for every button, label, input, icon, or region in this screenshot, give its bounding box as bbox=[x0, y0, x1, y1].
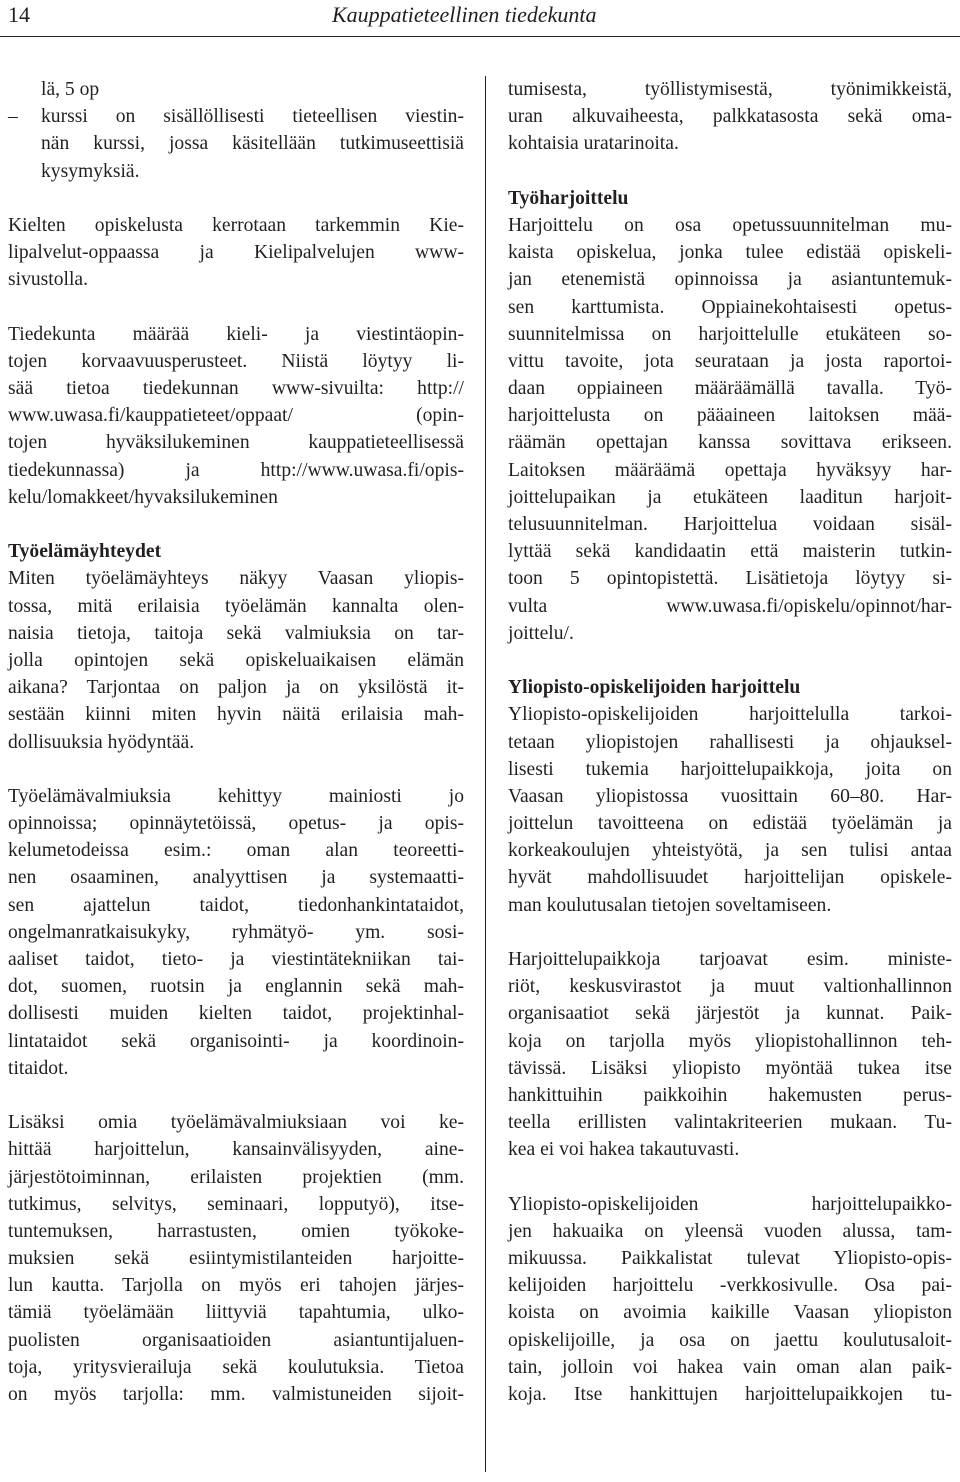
text-line: jen hakuaika on yleensä vuoden alussa, tam- bbox=[508, 1220, 952, 1242]
text-line: vulta www.uwasa.fi/opiskelu/opinnot/har- bbox=[508, 595, 952, 617]
page-header bbox=[0, 0, 960, 34]
text-line: hankittuihin paikkoihin hakemusten perus- bbox=[508, 1084, 952, 1106]
text-line: joittelu/. bbox=[508, 622, 574, 644]
text-line: hittää harjoittelun, kansainvälisyyden, aine- bbox=[8, 1139, 464, 1161]
dash-bullet: – bbox=[8, 106, 18, 128]
text-line: koja. Itse hankittujen harjoittelupaikkojen tu- bbox=[508, 1384, 952, 1405]
text-line: titaidot. bbox=[8, 1057, 69, 1079]
text-line: lä, 5 op bbox=[41, 79, 100, 100]
text-line: jan etenemistä opinnoissa ja asiantuntemuk- bbox=[508, 269, 952, 291]
text-line: toja, yritysvierailuja sekä koulutuksia. Tietoa bbox=[8, 1356, 464, 1378]
text-line: korkeakoulujen yhteistyötä, ja sen tulisi antaa bbox=[508, 840, 952, 862]
text-line: kaista opiskelua, jonka tulee edistää opiskeli- bbox=[508, 242, 952, 264]
paragraph-harjoittelupaikat bbox=[508, 946, 952, 1164]
text-line: suunnitelmissa on harjoittelulle etukäteen so- bbox=[508, 323, 952, 345]
text-line: nen osaaminen, analyyttisen ja systemaatti- bbox=[8, 867, 464, 889]
text-line: räämän opettajan kanssa sovittava erikseen. bbox=[508, 432, 952, 454]
text-line: opinnoissa; opinnäytetöissä, opetus- ja opis- bbox=[8, 813, 464, 835]
left-column bbox=[8, 76, 464, 1408]
text-line: lisesti tukemia harjoittelupaikkoja, joita on bbox=[508, 758, 952, 780]
text-line: teella erillisten valintakriteerien mukaan. Tu- bbox=[508, 1112, 952, 1134]
text-line: Miten työelämäyhteys näkyy Vaasan yliopis- bbox=[8, 568, 464, 590]
text-line: järjestötoiminnan, erilaisten projektien (mm. bbox=[8, 1166, 464, 1188]
text-line: ongelmanratkaisukyky, ryhmätyö- ym. sosi- bbox=[8, 921, 464, 943]
text-line: sen ajattelun taidot, tiedonhankintataidot, bbox=[8, 894, 464, 916]
text-line: aikana? Tarjontaa on paljon ja on yksilöstä it- bbox=[8, 677, 464, 699]
text-line: kelijoiden harjoittelu -verkkosivulle. Osa pai- bbox=[508, 1275, 952, 1297]
text-line: koja on tarjolla myös yliopistohallinnon teh- bbox=[508, 1030, 952, 1052]
text-line: dot, suomen, ruotsin ja englannin sekä mah- bbox=[8, 976, 464, 998]
text-line: jolla opintojen sekä opiskeluaikaisen elämän bbox=[8, 649, 464, 671]
text-line: tetaan yliopistojen rahallisesti ja ohjauksel- bbox=[508, 731, 952, 753]
text-line: tuntemuksen, harrastusten, omien työkoke- bbox=[8, 1220, 464, 1242]
column-divider bbox=[485, 76, 486, 1472]
text-line: kohtaisia uratarinoita. bbox=[508, 133, 679, 155]
intro-list-fragment bbox=[8, 76, 464, 185]
text-line: organisaatiot sekä järjestöt ja kunnat. Paik- bbox=[508, 1003, 952, 1025]
text-line: koista on avoimia kaikille Vaasan yliopiston bbox=[508, 1302, 952, 1324]
paragraph-hakuaika bbox=[508, 1191, 952, 1409]
text-line: harjoittelusta on pääaineen laitoksen mää- bbox=[508, 405, 952, 427]
paragraph-valmiudet bbox=[8, 783, 464, 1082]
text-line: kea ei voi hakea takautuvasti. bbox=[508, 1139, 740, 1161]
text-line: on myös tarjolla: mm. valmistuneiden sijoit- bbox=[8, 1384, 464, 1405]
text-line: kelumetodeissa esim.: oman alan teoreetti- bbox=[8, 840, 464, 862]
text-line: dollisuuksia hyödyntää. bbox=[8, 731, 195, 753]
text-line: kelu/lomakkeet/hyvaksilukeminen bbox=[8, 486, 278, 508]
running-title: Kauppatieteellinen tiedekunta bbox=[332, 2, 597, 27]
paragraph-yliopisto bbox=[508, 701, 952, 919]
text-line: Tiedekunta määrää kieli- ja viestintäopin- bbox=[8, 323, 464, 345]
text-line: sää tietoa tiedekunnan www-sivuilta: http:// bbox=[8, 378, 464, 400]
right-column bbox=[508, 76, 952, 1408]
text-line: puolisten organisaatioiden asiantuntijaluen- bbox=[8, 1329, 464, 1351]
text-line: uran alkuvaiheesta, palkkatasosta sekä oma- bbox=[508, 106, 952, 128]
text-line: Yliopisto-opiskelijoiden harjoittelulla tarkoi- bbox=[508, 704, 952, 726]
text-line: www.uwasa.fi/kauppatieteet/oppaat/ (opin- bbox=[8, 405, 464, 427]
text-line: sen karttumista. Oppiainekohtaisesti opetus- bbox=[508, 296, 952, 318]
text-line: mikuussa. Paikkalistat tulevat Yliopisto-opis- bbox=[508, 1248, 952, 1270]
text-line: aaliset taidot, tieto- ja viestintätekniikan tai- bbox=[8, 949, 464, 970]
text-line: Lisäksi omia työelämävalmiuksiaan voi ke- bbox=[8, 1112, 464, 1134]
text-line: lun kautta. Tarjolla on myös eri tahojen järjes- bbox=[8, 1275, 464, 1297]
text-line: joittelupaikan ja etukäteen laaditun harjoit- bbox=[508, 486, 952, 508]
text-line: tumisesta, työllistymisestä, työnimikkeistä, bbox=[508, 79, 952, 100]
text-line: Kielten opiskelusta kerrotaan tarkemmin Kie- bbox=[8, 214, 464, 236]
text-line: telusuunnitelman. Harjoittelua voidaan sisäl- bbox=[508, 514, 952, 535]
text-line: muksien sekä esiintymistilanteiden harjoitte- bbox=[8, 1248, 464, 1270]
text-line: Laitoksen määräämä opettaja hyväksyy har- bbox=[508, 459, 952, 481]
text-line: tain, jolloin voi hakea vain oman alan paik- bbox=[508, 1356, 952, 1378]
text-line: tämiä työelämään liittyviä tapahtumia, ulko- bbox=[8, 1302, 464, 1324]
text-line: hyvät mahdollisuudet harjoittelijan opiskele- bbox=[508, 867, 952, 889]
section-heading-tyoelamayhteydet: Työelämäyhteydet bbox=[8, 541, 162, 563]
text-line: tutkimus, selvitys, seminaari, lopputyö), itse- bbox=[8, 1193, 464, 1215]
text-line: sestään kiinni miten hyvin näitä erilaisia mah- bbox=[8, 704, 464, 726]
text-line: Vaasan yliopistossa vuosittain 60–80. Har- bbox=[508, 785, 952, 807]
section-heading-yliopisto-harjoittelu: Yliopisto-opiskelijoiden harjoittelu bbox=[508, 677, 801, 699]
text-line: toon 5 opintopistettä. Lisätietoja löytyy si- bbox=[508, 568, 952, 590]
paragraph-tyoelama bbox=[8, 565, 464, 755]
header-rule bbox=[0, 36, 960, 37]
text-line: dollisesti muiden kielten taidot, projektinhal- bbox=[8, 1003, 464, 1025]
text-line: lipalvelut-oppaassa ja Kielipalvelujen www- bbox=[8, 242, 464, 264]
text-line: joittelun tavoitteena on edistää työelämän ja bbox=[508, 813, 952, 835]
text-line: tossa, mitä erilaisia työelämän kannalta olen- bbox=[8, 595, 464, 617]
paragraph-harjoittelu bbox=[508, 212, 952, 647]
paragraph-kielten bbox=[8, 212, 464, 294]
text-line-content: kurssi on sisällöllisesti tieteellisen viestin- bbox=[41, 106, 464, 128]
text-line: riöt, keskusvirastot ja muut valtionhallinnon bbox=[508, 976, 952, 998]
paragraph-tiedekunta bbox=[8, 321, 464, 511]
page-number: 14 bbox=[8, 2, 30, 27]
text-line: naisia tietoja, taitoja sekä valmiuksia on tar- bbox=[8, 622, 464, 644]
text-line: sivustolla. bbox=[8, 269, 89, 291]
text-line: Harjoittelu on osa opetussuunnitelman mu- bbox=[508, 214, 952, 236]
text-line: kysymyksiä. bbox=[41, 160, 140, 182]
text-line: Työelämävalmiuksia kehittyy mainiosti jo bbox=[8, 785, 464, 807]
text-line: lyttää sekä kandidaatin että maisterin tutkin- bbox=[508, 541, 952, 563]
text-line: man koulutusalan tietojen soveltamiseen. bbox=[508, 894, 832, 916]
text-line: tiedekunnassa) ja http://www.uwasa.fi/opis- bbox=[8, 459, 464, 481]
text-line: nän kurssi, jossa käsitellään tutkimuseettisiä bbox=[41, 133, 464, 155]
paragraph-continuation bbox=[508, 76, 952, 158]
text-line: Yliopisto-opiskelijoiden harjoittelupaikko- bbox=[508, 1193, 952, 1215]
paragraph-lisaksi bbox=[8, 1109, 464, 1408]
text-line bbox=[8, 103, 464, 130]
text-line: daan oppiaineen määräämällä tavalla. Työ- bbox=[508, 378, 952, 400]
text-line: opiskelijoille, ja osa on jaettu koulutusaloit- bbox=[508, 1329, 952, 1351]
text-line: tojen korvaavuusperusteet. Niistä löytyy li- bbox=[8, 350, 464, 372]
text-line: tojen hyväksilukeminen kauppatieteellisessä bbox=[8, 432, 464, 454]
section-heading-tyoharjoittelu: Työharjoittelu bbox=[508, 187, 629, 209]
text-line: lintataidot sekä organisointi- ja koordinoin- bbox=[8, 1030, 464, 1052]
text-line: tävissä. Lisäksi yliopisto myöntää tukea itse bbox=[508, 1057, 952, 1079]
text-line: vittu tavoite, jota seurataan ja josta raportoi- bbox=[508, 350, 952, 372]
text-line: Harjoittelupaikkoja tarjoavat esim. ministe- bbox=[508, 949, 952, 970]
